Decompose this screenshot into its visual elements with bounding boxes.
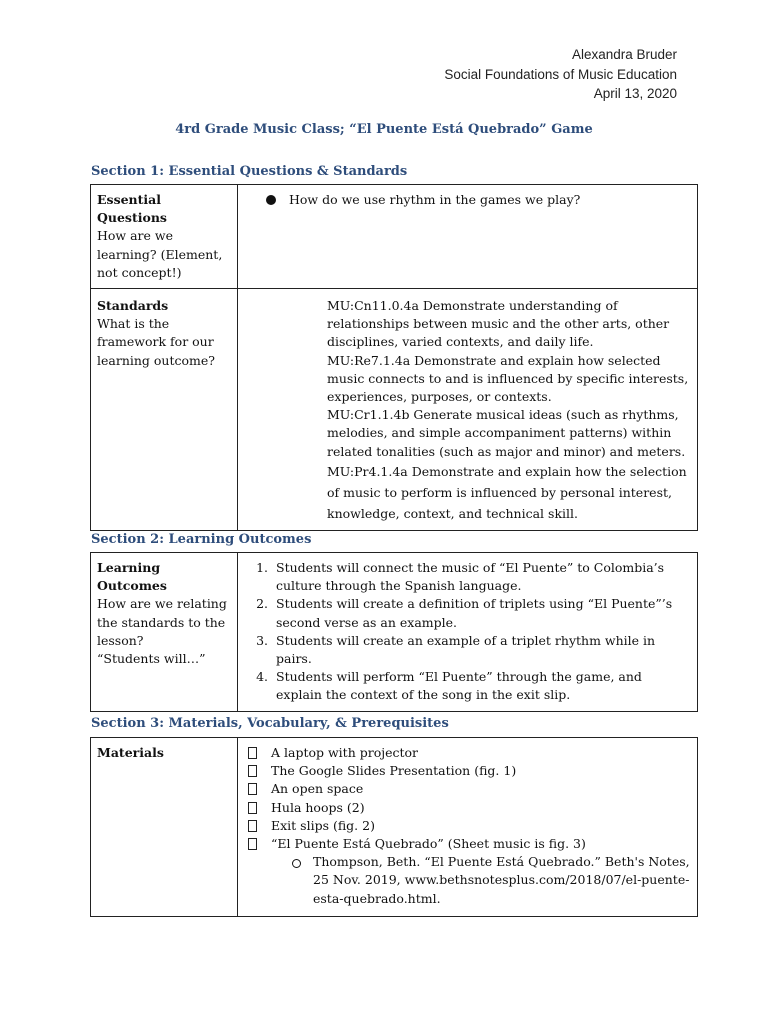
- checkbox-icon: [248, 838, 257, 850]
- checkbox-icon: [248, 765, 257, 777]
- essential-questions-label: Essential Questions: [97, 192, 167, 226]
- essential-question-item: [244, 191, 691, 209]
- essential-questions-desc: How are we learning? (Element, not concept!): [97, 228, 223, 280]
- standards-label-cell: [91, 289, 238, 531]
- standards-content: [238, 289, 698, 531]
- material-item: [244, 780, 691, 798]
- checkbox-icon: [248, 820, 257, 832]
- section2-heading: Section 2: Learning Outcomes: [91, 532, 312, 547]
- outcome-item: 1. Students will connect the music of “El Puente” to Colombia’s culture through the Spanish language.: [272, 559, 691, 595]
- section3-heading: Section 3: Materials, Vocabulary, & Prerequisites: [91, 716, 449, 731]
- checkbox-icon: [248, 802, 257, 814]
- outcome-item: 3. Students will create an example of a triplet rhythm while in pairs.: [272, 632, 691, 668]
- material-item: [244, 744, 691, 762]
- learning-outcomes-label: Learning Outcomes: [97, 560, 167, 594]
- outcome-item: 2. Students will create a definition of triplets using “El Puente”’s second verse as an example.: [272, 595, 691, 631]
- circle-bullet-icon: [292, 859, 301, 868]
- material-item: [244, 762, 691, 780]
- author-name: Alexandra Bruder: [571, 47, 677, 62]
- document-header: [444, 45, 677, 104]
- outcomes-list: [244, 559, 691, 705]
- material-item: [244, 799, 691, 817]
- essential-question-text: How do we use rhythm in the games we play?: [289, 192, 581, 207]
- material-text: Exit slips (fig. 2): [271, 817, 375, 833]
- essential-questions-label-cell: [91, 185, 238, 289]
- section1-heading: Section 1: Essential Questions & Standards: [91, 164, 408, 179]
- citation-text: Thompson, Beth. “El Puente Está Quebrado.” Beth's Notes, 25 Nov. 2019, www.bethsnotesplus.com/2018/07/el-puente-esta-quebrado.html.: [313, 854, 690, 906]
- learning-outcomes-desc-2: “Students will…”: [97, 651, 206, 667]
- learning-outcomes-content: [238, 553, 698, 712]
- course-name: Social Foundations of Music Education: [444, 66, 677, 82]
- citation-item: [244, 853, 691, 908]
- material-text: A laptop with projector: [271, 745, 419, 760]
- section2-table: [90, 552, 698, 712]
- materials-label: Materials: [97, 745, 164, 760]
- standards-desc: What is the framework for our learning outcome?: [97, 316, 215, 368]
- standards-list: [244, 297, 691, 524]
- bullet-icon: [266, 195, 276, 205]
- standard-item: MU:Cr1.1.4b Generate musical ideas (such as rhythms, melodies, and simple accompaniment patterns) within related tonalities (such as major and minor) and meters.: [327, 407, 686, 459]
- standard-item: MU:Cn11.0.4a Demonstrate understanding of relationships between music and the other arts, other disciplines, varied contexts, and daily life.: [327, 298, 670, 350]
- standards-row: [91, 289, 698, 531]
- standards-label: Standards: [97, 298, 169, 314]
- checkbox-icon: [248, 747, 257, 759]
- material-item: [244, 817, 691, 835]
- learning-outcomes-label-cell: [91, 553, 238, 712]
- section3-table: [90, 737, 698, 917]
- standard-item: MU:Pr4.1.4a Demonstrate and explain how the selection of music to perform is influenced by personal interest, knowledge, context, and technical skill.: [327, 463, 687, 521]
- learning-outcomes-desc: How are we relating the standards to the lesson?: [97, 596, 227, 648]
- learning-outcomes-row: [91, 553, 698, 712]
- essential-questions-content: [238, 185, 698, 289]
- material-text: Hula hoops (2): [271, 799, 365, 815]
- section1-table: [90, 184, 698, 531]
- document-title: 4rd Grade Music Class; “El Puente Está Quebrado” Game: [175, 122, 593, 137]
- material-text: An open space: [271, 781, 364, 797]
- standard-item: MU:Re7.1.4a Demonstrate and explain how selected music connects to and is influenced by specific interests, experiences, purposes, or contexts.: [327, 352, 689, 405]
- document-date: April 13, 2020: [593, 86, 677, 101]
- checkbox-icon: [248, 783, 257, 795]
- essential-questions-row: [91, 185, 698, 289]
- materials-content: [238, 738, 698, 917]
- material-item: [244, 835, 691, 853]
- material-text: “El Puente Está Quebrado” (Sheet music is fig. 3): [271, 836, 586, 852]
- materials-row: [91, 738, 698, 917]
- material-text: The Google Slides Presentation (fig. 1): [271, 763, 517, 779]
- materials-label-cell: [91, 738, 238, 917]
- outcome-item: 4. Students will perform “El Puente” through the game, and explain the context of the song in the exit slip.: [272, 668, 691, 704]
